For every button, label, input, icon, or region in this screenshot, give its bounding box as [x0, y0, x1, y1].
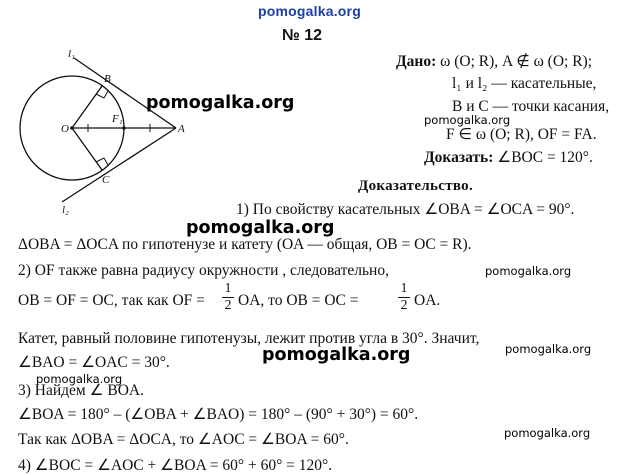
proof-step-3b: ∠BOA = 180° – (∠OBA + ∠BAO) = 180° – (90° + 30°) = 60°.	[18, 406, 419, 423]
proof-step-1: 1) По свойству касательных ∠OBA = ∠OCA = 90°.	[236, 201, 575, 218]
label-l2: l₂	[62, 204, 69, 216]
proof-heading: Доказательство.	[358, 178, 474, 194]
label-c: C	[102, 174, 110, 186]
proof-step-1b: ΔOBA = ΔOCA по гипотенузе и катету (OA — общая, OB = OC = R).	[18, 236, 472, 253]
proof-step-2-eq-right: OA.	[414, 292, 441, 309]
problem-number: № 12	[282, 27, 323, 44]
prove-line: Доказать: ∠BOC = 120°.	[424, 149, 593, 166]
tangent-l2	[62, 128, 176, 202]
proof-step-2-eq-mid: OA, то OB = OC =	[238, 292, 359, 309]
radius-ob	[72, 86, 102, 128]
label-o: O	[61, 123, 69, 135]
proof-step-3: 3) Найдем ∠ BOA.	[18, 382, 144, 399]
proof-step-2b: Катет, равный половине гипотенузы, лежит против угла в 30°. Значит,	[18, 330, 480, 347]
proof-step-4: 4) ∠BOC = ∠AOC + ∠BOA = 60° + 60° = 120°.	[18, 457, 333, 474]
watermark-top: pomogalka.org	[258, 3, 361, 19]
label-l1: l₁	[68, 48, 75, 60]
watermark-small: pomogalka.org	[505, 342, 592, 356]
watermark-large: pomogalka.org	[146, 93, 295, 113]
fraction-half-1: 1 2	[222, 282, 234, 313]
watermark-small: pomogalka.org	[424, 113, 511, 127]
label-b: B	[104, 73, 111, 85]
fraction-half-2: 1 2	[398, 282, 410, 313]
given-line-3: B и C — точки касания,	[452, 98, 610, 115]
given-line-2: l₁ и l₂ — касательные,	[452, 75, 597, 92]
proof-step-2: 2) OF также равна радиусу окружности , следовательно,	[18, 262, 389, 279]
proof-step-3c: Так как ΔOBA = ΔOCA, то ∠AOC = ∠BOA = 60°.	[18, 431, 349, 448]
proof-step-2-eq-left: OB = OF = OC, так как OF =	[18, 292, 205, 309]
proof-step-2c: ∠BAO = ∠OAC = 30°.	[18, 354, 170, 371]
watermark-small: pomogalka.org	[485, 264, 572, 278]
watermark-large: pomogalka.org	[262, 345, 411, 365]
label-f1: F₁	[112, 113, 123, 125]
geometry-figure	[0, 40, 200, 220]
watermark-small: pomogalka.org	[504, 426, 591, 440]
given-line-4: F ∈ ω (O; R), OF = FA.	[446, 126, 597, 143]
watermark-small: pomogalka.org	[36, 372, 123, 386]
watermark-large: pomogalka.org	[186, 218, 335, 238]
label-a: A	[178, 123, 185, 135]
given-line-1: Дано: ω (O; R), A ∉ ω (O; R);	[396, 53, 593, 70]
radius-oc	[72, 128, 102, 170]
